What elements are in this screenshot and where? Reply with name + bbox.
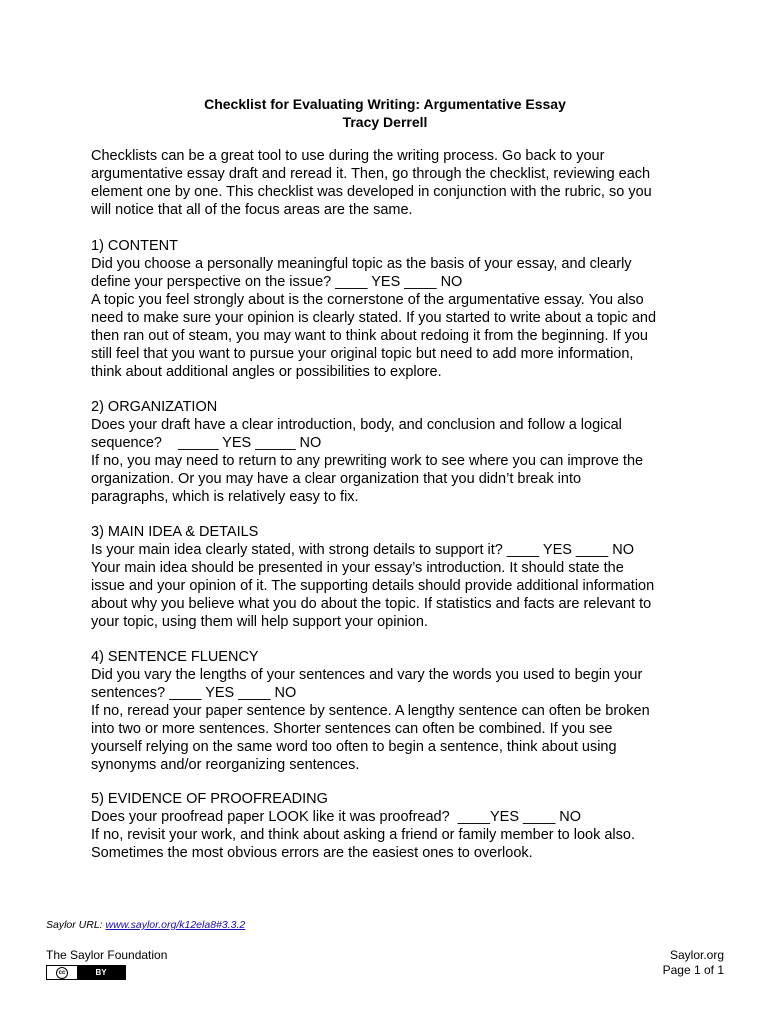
section-line: yourself relying on the same word too often to begin a sentence, think about using — [91, 739, 617, 755]
intro-paragraph: Checklists can be a great tool to use during the writing process. Go back to your argumentative essay draft and reread it. Then, go through the checklist, reviewing each element one by one. This checklist was developed in conjunction with the rubric, so you will notice that all of the focus areas are the same. — [91, 148, 652, 218]
footer-right — [663, 948, 724, 978]
document-title: Checklist for Evaluating Writing: Argumentative Essay — [204, 96, 566, 112]
section-heading: 4) SENTENCE FLUENCY — [91, 649, 259, 665]
section-1 — [91, 237, 691, 381]
section-line: into two or more sentences. Shorter sentences can often be combined. If you see — [91, 721, 613, 737]
section-line: paragraphs, which is relatively easy to fix. — [91, 489, 359, 505]
saylor-url-label: Saylor URL: — [46, 919, 106, 931]
cc-by-license-badge — [46, 965, 126, 980]
section-line: Is your main idea clearly stated, with strong details to support it? ____ YES ____ NO — [91, 542, 634, 558]
section-heading: 5) EVIDENCE OF PROOFREADING — [91, 791, 328, 807]
footer-page-number: Page 1 of 1 — [662, 963, 724, 977]
section-line: Sometimes the most obvious errors are the easiest ones to overlook. — [91, 845, 533, 861]
section-line: sentences? ____ YES ____ NO — [91, 685, 297, 701]
section-line: issue and your opinion of it. The supporting details should provide additional information — [91, 578, 655, 594]
section-line: If no, revisit your work, and think about asking a friend or family member to look also. — [91, 827, 635, 843]
section-line: Did you choose a personally meaningful topic as the basis of your essay, and clearly — [91, 256, 632, 272]
section-line: still feel that you want to pursue your original topic but need to add more information, — [91, 346, 634, 362]
saylor-url — [46, 919, 245, 931]
section-line: synonyms and/or reorganizing sentences. — [91, 757, 360, 773]
section-line: Does your proofread paper LOOK like it was proofread? ____YES ____ NO — [91, 809, 582, 825]
section-3 — [91, 523, 691, 631]
cc-icon: cc — [47, 966, 77, 979]
footer-foundation: The Saylor Foundation — [46, 948, 168, 962]
section-line: about why you believe what you do about the topic. If statistics and facts are relevant to — [91, 596, 652, 612]
section-line: Did you vary the lengths of your sentences and vary the words you used to begin your — [91, 667, 643, 683]
section-line: your topic, using them will help support your opinion. — [91, 614, 428, 630]
section-line: If no, you may need to return to any prewriting work to see where you can improve the — [91, 453, 644, 469]
section-5 — [91, 790, 691, 862]
section-4 — [91, 648, 691, 774]
section-heading: 3) MAIN IDEA & DETAILS — [91, 524, 259, 540]
document-author: Tracy Derrell — [342, 114, 428, 130]
footer-site: Saylor.org — [669, 948, 724, 962]
section-line: organization. Or you may have a clear organization that you didn’t break into — [91, 471, 582, 487]
section-heading: 1) CONTENT — [91, 238, 178, 254]
section-line: Your main idea should be presented in your essay’s introduction. It should state the — [91, 560, 624, 576]
section-2 — [91, 398, 691, 506]
section-line: Does your draft have a clear introduction, body, and conclusion and follow a logical — [91, 417, 622, 433]
section-line: think about additional angles or possibilities to explore. — [91, 364, 442, 380]
by-label: BY — [77, 966, 125, 979]
section-line: define your perspective on the issue? ____ YES ____ NO — [91, 274, 463, 290]
section-line: need to make sure your opinion is clearly stated. If you started to write about a topic and — [91, 310, 657, 326]
section-line: A topic you feel strongly about is the cornerstone of the argumentative essay. You also — [91, 292, 644, 308]
section-heading: 2) ORGANIZATION — [91, 399, 218, 415]
section-line: sequence? _____ YES _____ NO — [91, 435, 322, 451]
section-line: then ran out of steam, you may want to think about redoing it from the beginning. If you — [91, 328, 648, 344]
saylor-url-link[interactable]: www.saylor.org/k12ela8#3.3.2 — [105, 919, 246, 931]
section-line: If no, reread your paper sentence by sentence. A lengthy sentence can often be broken — [91, 703, 650, 719]
